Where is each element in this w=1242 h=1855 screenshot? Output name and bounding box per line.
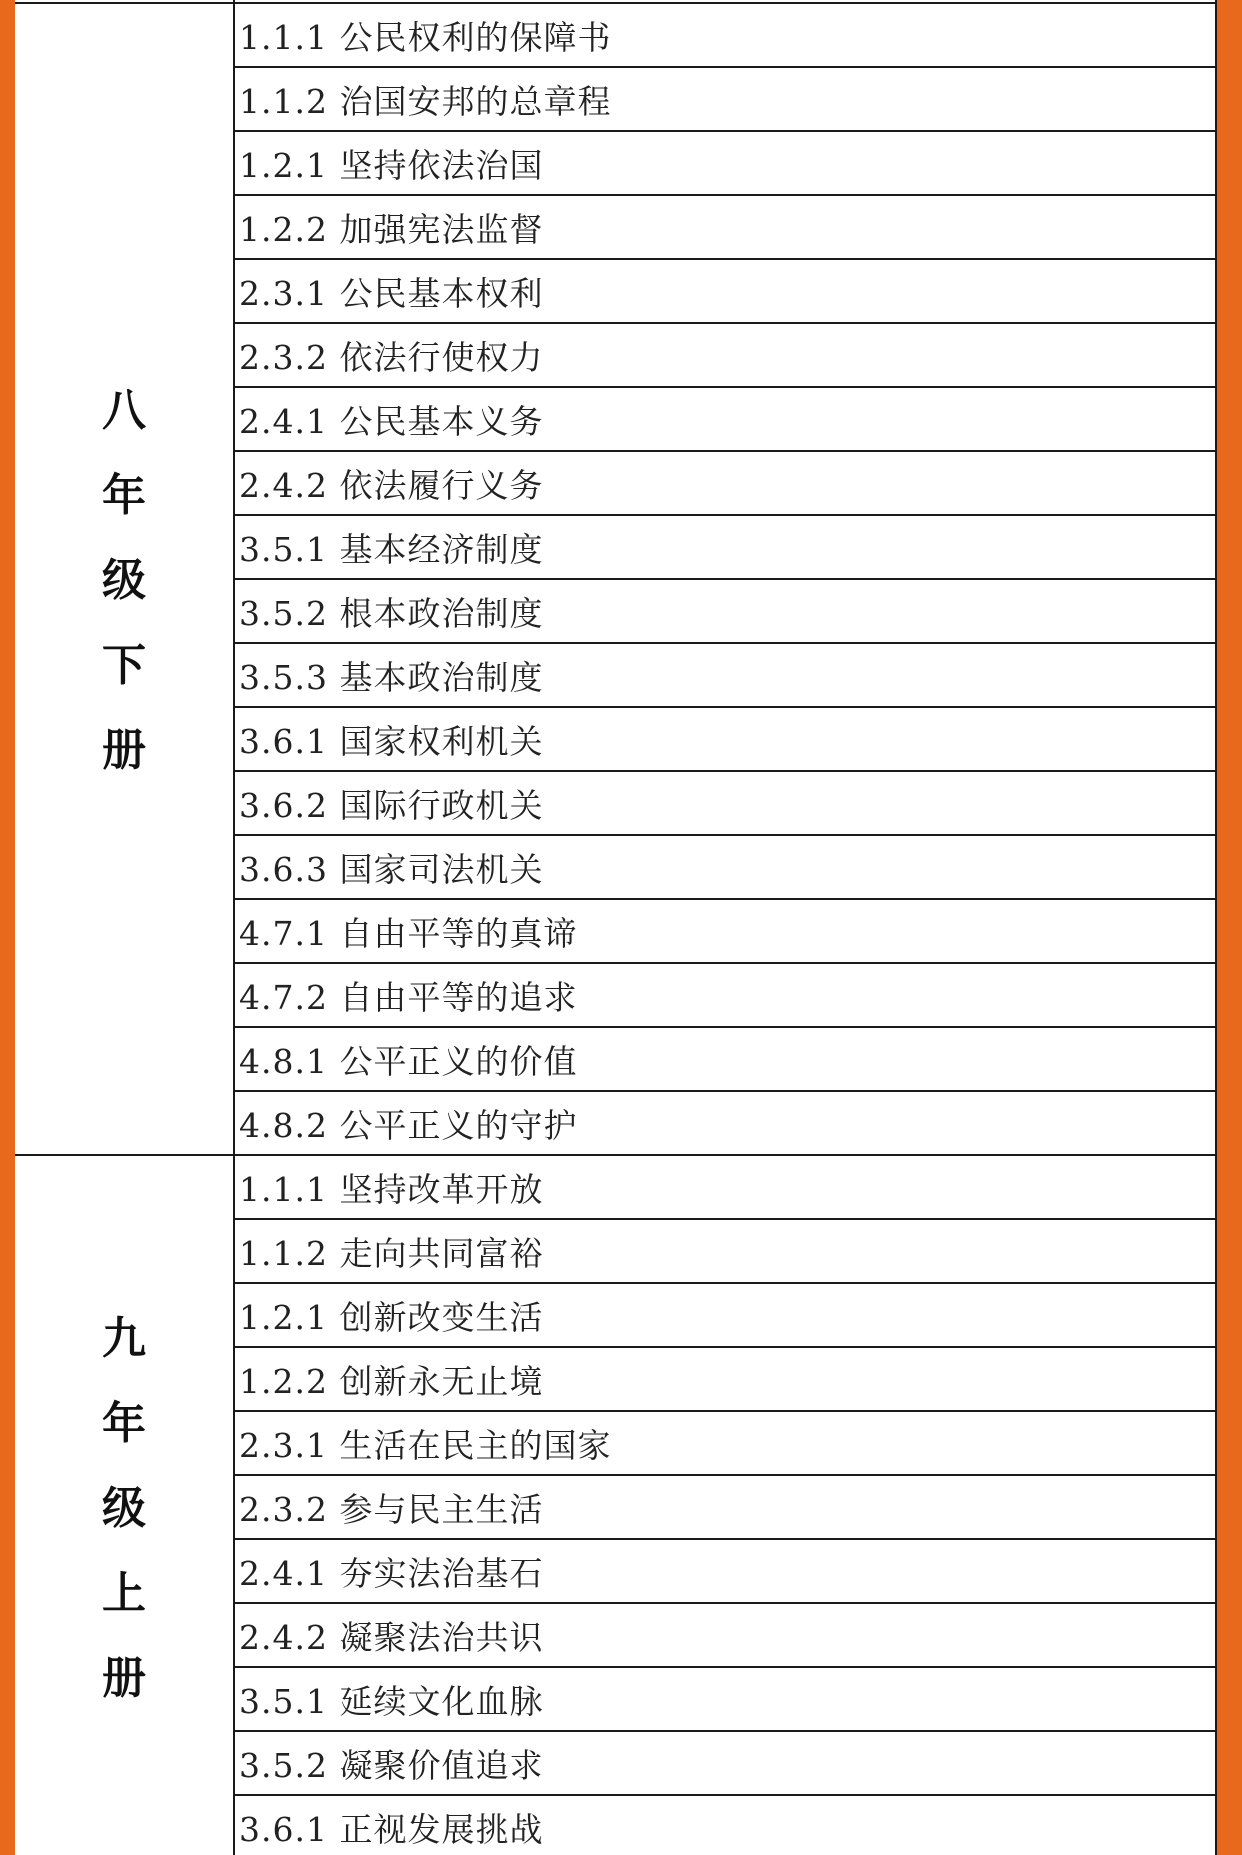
topic-row (235, 1476, 1215, 1540)
topic-row (235, 516, 1215, 580)
topic-label: 3.5.1 延续文化血脉 (239, 1681, 544, 1721)
topic-row (235, 4, 1215, 68)
topic-row (235, 260, 1215, 324)
topic-row (235, 324, 1215, 388)
topic-row (235, 1348, 1215, 1412)
topic-row (235, 580, 1215, 644)
topic-label: 3.5.2 凝聚价值追求 (239, 1745, 544, 1785)
topic-row (235, 1540, 1215, 1604)
topic-label: 2.3.1 公民基本权利 (239, 273, 544, 313)
topic-row (235, 772, 1215, 836)
topic-row (235, 68, 1215, 132)
topic-label: 3.5.1 基本经济制度 (239, 529, 544, 569)
topic-label: 2.3.2 依法行使权力 (239, 337, 544, 377)
topic-row (235, 708, 1215, 772)
topic-label: 1.1.1 坚持改革开放 (239, 1169, 544, 1209)
topic-label: 4.7.2 自由平等的追求 (239, 977, 578, 1017)
syllabus-table-page (15, 0, 1217, 1855)
topic-label: 2.3.1 生活在民主的国家 (239, 1425, 612, 1465)
topic-row (235, 452, 1215, 516)
topic-label: 2.4.1 夯实法治基石 (239, 1553, 544, 1593)
topic-label: 1.2.1 坚持依法治国 (239, 145, 544, 185)
grade-label: 九 年 级 上 册 (102, 1312, 146, 1704)
topic-row (235, 836, 1215, 900)
topic-label: 1.2.2 创新永无止境 (239, 1361, 544, 1401)
topic-row (235, 1092, 1215, 1156)
topic-label: 3.6.1 国家权利机关 (239, 721, 544, 761)
topic-row (235, 900, 1215, 964)
topic-row (235, 964, 1215, 1028)
topic-label: 1.1.2 走向共同富裕 (239, 1233, 544, 1273)
topic-label: 2.4.2 依法履行义务 (239, 465, 544, 505)
topic-row (235, 1412, 1215, 1476)
topic-label: 2.4.2 凝聚法治共识 (239, 1617, 544, 1657)
topic-label: 3.5.3 基本政治制度 (239, 657, 544, 697)
grade-label: 八 年 级 下 册 (102, 384, 146, 776)
topic-label: 1.2.2 加强宪法监督 (239, 209, 544, 249)
topic-row (235, 132, 1215, 196)
topic-row (235, 1732, 1215, 1796)
topic-label: 2.4.1 公民基本义务 (239, 401, 544, 441)
topic-row (235, 1668, 1215, 1732)
column-divider (233, 0, 235, 1855)
topic-row (235, 1220, 1215, 1284)
topic-row (235, 196, 1215, 260)
topic-row (235, 1604, 1215, 1668)
topic-label: 4.8.2 公平正义的守护 (239, 1105, 578, 1145)
topic-label: 2.3.2 参与民主生活 (239, 1489, 544, 1529)
topic-label: 1.2.1 创新改变生活 (239, 1297, 544, 1337)
topic-label: 1.1.2 治国安邦的总章程 (239, 81, 612, 121)
topic-row (235, 388, 1215, 452)
topic-label: 3.6.2 国际行政机关 (239, 785, 544, 825)
topic-label: 3.6.1 正视发展挑战 (239, 1809, 544, 1849)
topic-row (235, 644, 1215, 708)
topic-label: 4.7.1 自由平等的真谛 (239, 913, 578, 953)
topic-label: 4.8.1 公平正义的价值 (239, 1041, 578, 1081)
topic-row (235, 1156, 1215, 1220)
section-divider (15, 1154, 233, 1156)
topic-row (235, 1028, 1215, 1092)
topic-row (235, 1796, 1215, 1855)
topic-label: 1.1.1 公民权利的保障书 (239, 17, 612, 57)
topic-label: 3.5.2 根本政治制度 (239, 593, 544, 633)
topic-row (235, 1284, 1215, 1348)
table-right-border (1215, 0, 1217, 1855)
topic-label: 3.6.3 国家司法机关 (239, 849, 544, 889)
